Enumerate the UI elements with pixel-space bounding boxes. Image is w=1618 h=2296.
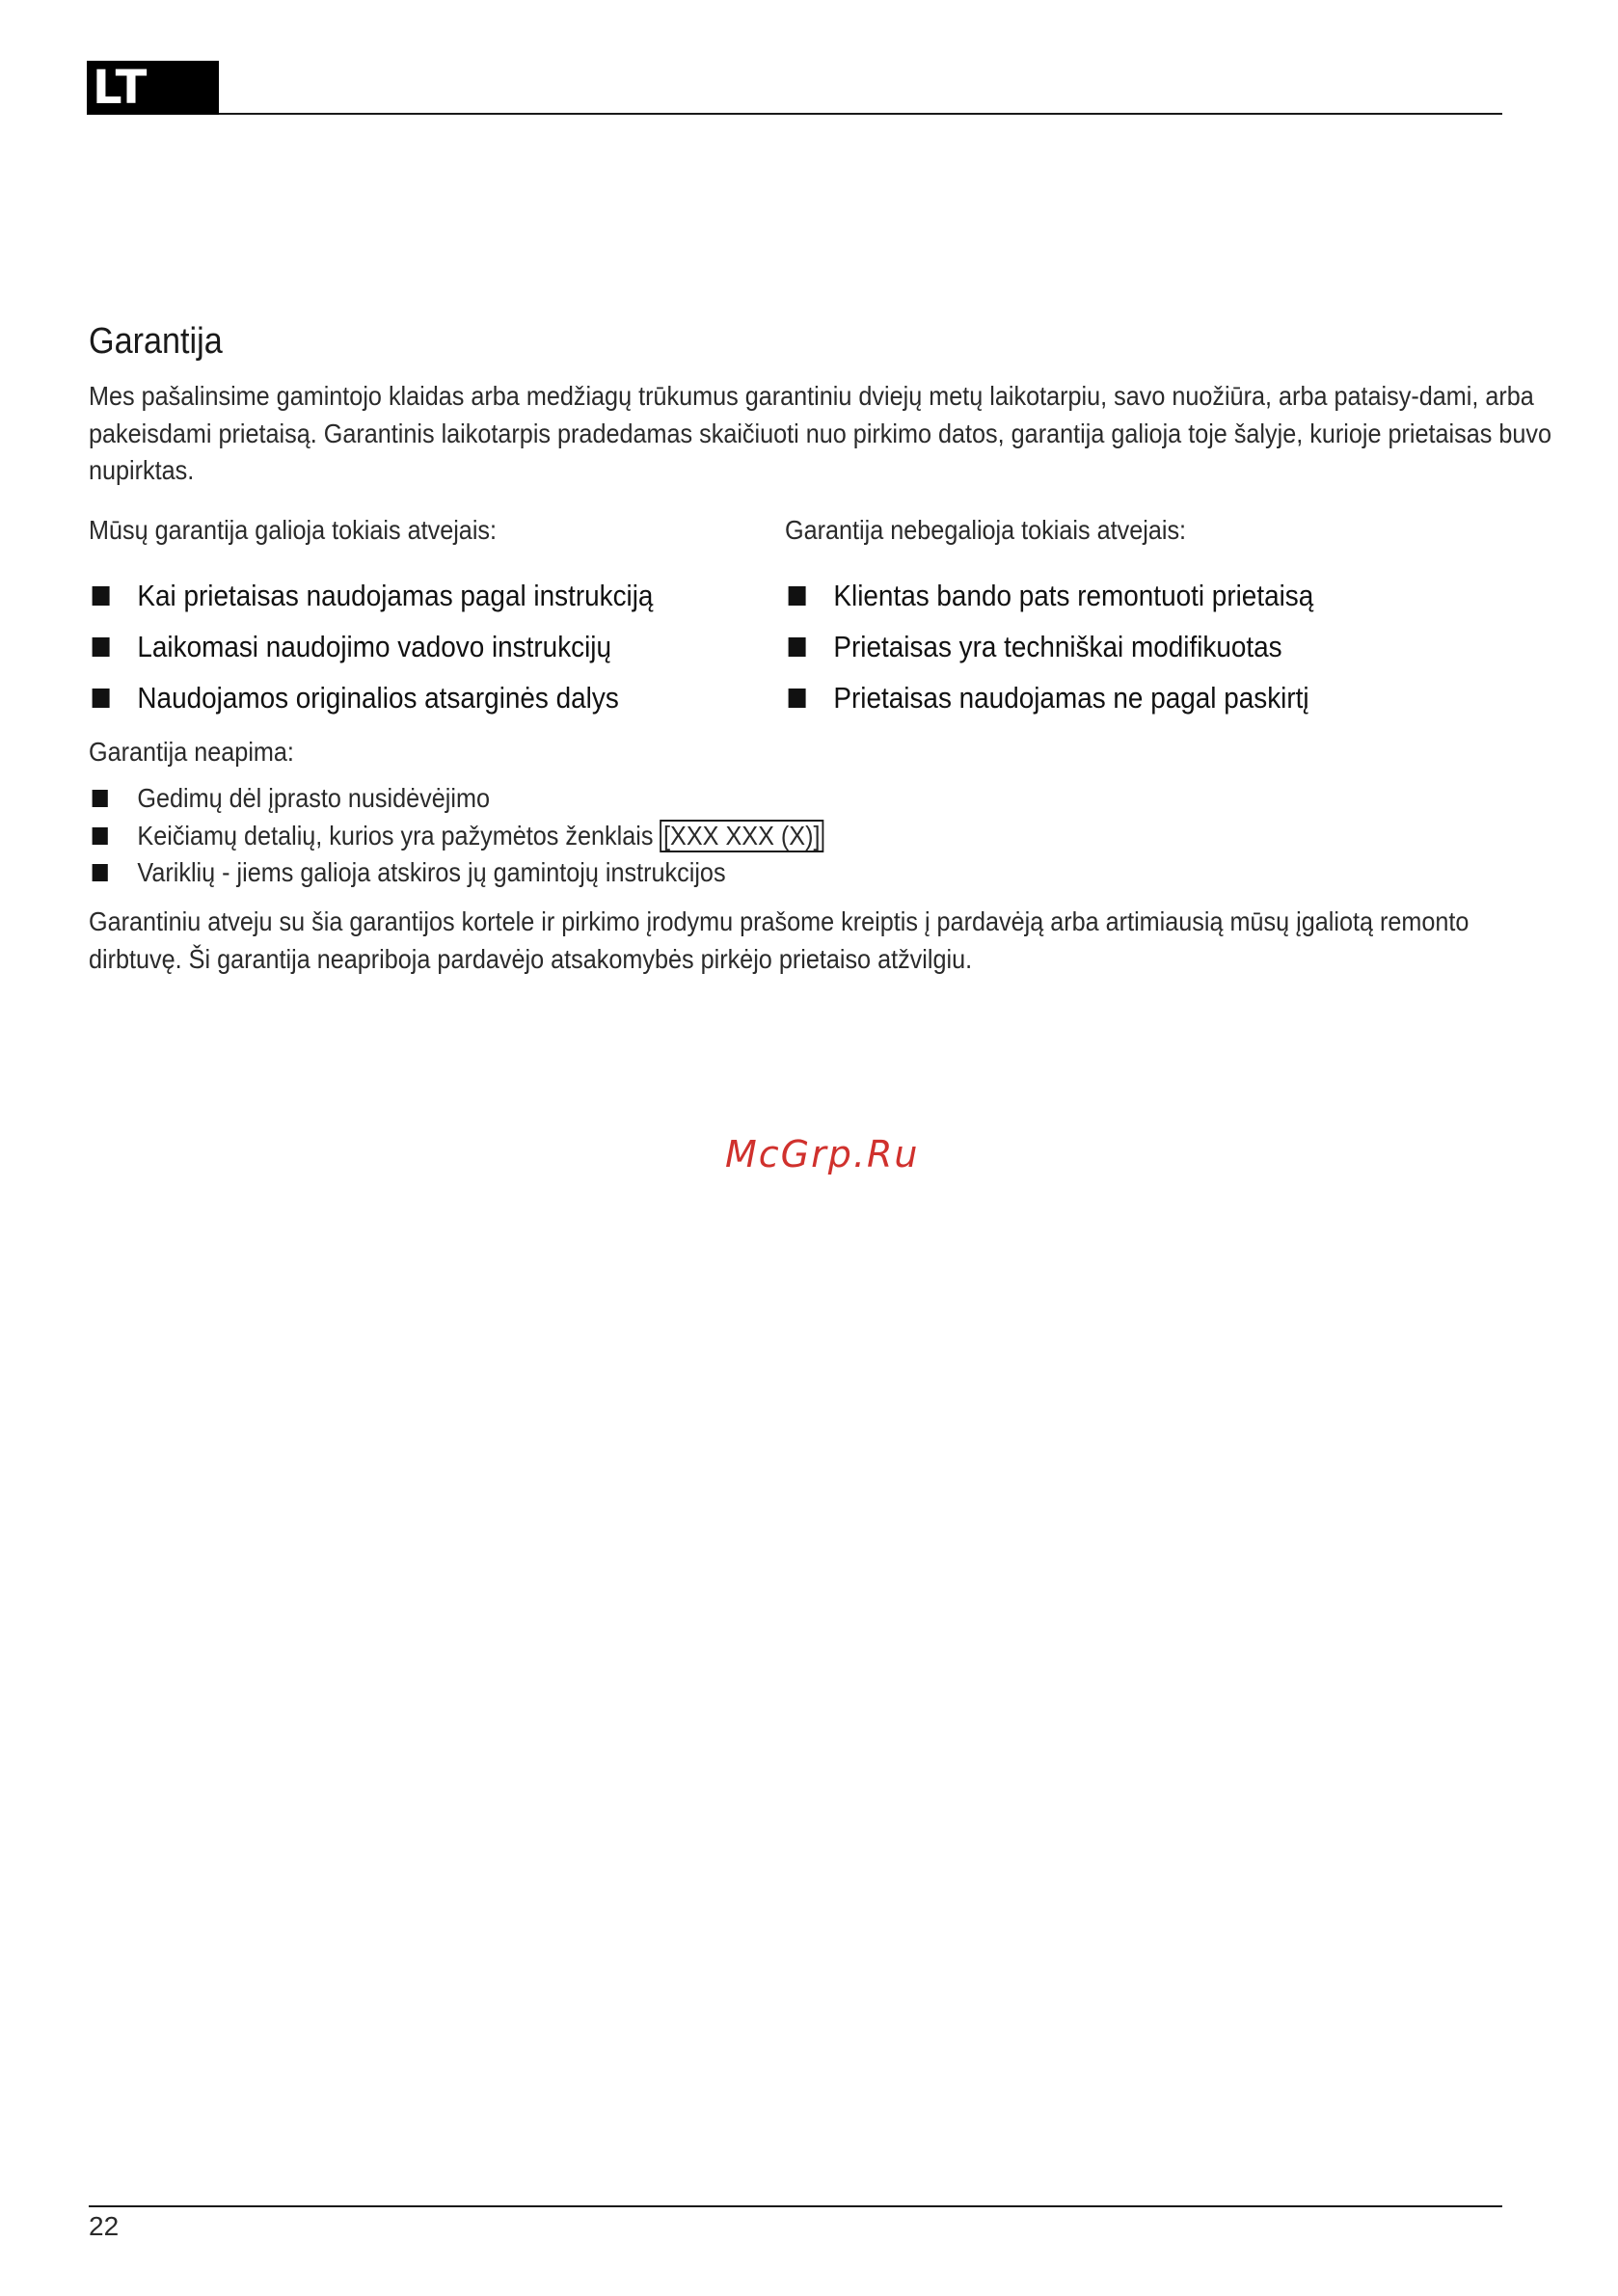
list-item — [89, 570, 800, 621]
list-item-text: Keičiamų detalių, kurios yra pažymėtos ženklais — [137, 820, 654, 851]
part-marking-code: [XXX XXX (X)] — [660, 820, 823, 852]
warranty-excludes-section — [89, 734, 1477, 892]
list-item — [785, 621, 1497, 672]
list-item-text: Gedimų dėl įprasto nusidėvėjimo — [137, 783, 490, 813]
list-item — [785, 672, 1497, 723]
list-item — [785, 570, 1497, 621]
list-item-text: Variklių - jiems galioja atskiros jų gamintojų instrukcijos — [137, 857, 726, 887]
list-item — [89, 621, 800, 672]
square-bullet-icon — [93, 864, 108, 881]
square-bullet-icon — [789, 689, 806, 708]
list-item-text: Prietaisas naudojamas ne pagal paskirtį — [833, 681, 1309, 715]
list-item-text: Prietaisas yra techniškai modifikuotas — [833, 630, 1282, 663]
list-item-text: Kai prietaisas naudojamas pagal instrukciją — [137, 579, 654, 612]
list-item-text: Laikomasi naudojimo vadovo instrukcijų — [137, 630, 612, 663]
warranty-excludes-list — [89, 780, 1477, 892]
warranty-applies-heading: Mūsų garantija galioja tokiais atvejais: — [89, 515, 498, 545]
square-bullet-icon — [93, 689, 110, 708]
warranty-applies-section — [89, 512, 800, 723]
square-bullet-icon — [93, 586, 110, 606]
list-item — [89, 780, 1477, 818]
warranty-applies-list — [89, 570, 800, 723]
page-number: 22 — [89, 2211, 120, 2241]
warranty-void-list — [785, 570, 1497, 723]
watermark-text: McGrp.Ru — [725, 1133, 920, 1175]
language-code: LT — [93, 61, 148, 115]
language-badge — [87, 61, 219, 115]
footer-divider — [89, 2205, 1502, 2207]
intro-paragraph: Mes pašalinsime gamintojo klaidas arba medžiagų trūkumus garantiniu dviejų metų laikotarpiu, savo nuožiūra, arba pataisy-dami, arba pakeisdami prietaisą. Garantinis laikotarpis pradedamas skaičiuoti nuo pirkimo datos, garantija galioja toje šalyje, kurioje prietaisas buvo nupirktas. — [89, 381, 1551, 485]
warranty-void-heading: Garantija nebegalioja tokiais atvejais: — [785, 515, 1187, 545]
warranty-excludes-heading: Garantija neapima: — [89, 737, 294, 767]
closing-paragraph: Garantiniu atveju su šia garantijos kortele ir pirkimo įrodymu prašome kreiptis į pardavėją arba artimiausią mūsų įgaliotą remonto dirbtuvę. Ši garantija neapriboja pardavėjo atsakomybės pirkėjo prietaiso atžvilgiu. — [89, 906, 1470, 974]
square-bullet-icon — [789, 637, 806, 657]
list-item — [89, 818, 1477, 855]
page-title: Garantija — [89, 321, 223, 362]
warranty-void-section — [785, 512, 1497, 723]
square-bullet-icon — [93, 790, 108, 807]
square-bullet-icon — [93, 637, 110, 657]
list-item — [89, 672, 800, 723]
square-bullet-icon — [93, 827, 108, 845]
list-item-text: Naudojamos originalios atsarginės dalys — [137, 681, 619, 715]
header-divider — [219, 113, 1502, 115]
list-item — [89, 854, 1477, 892]
square-bullet-icon — [789, 586, 806, 606]
list-item-text: Klientas bando pats remontuoti prietaisą — [833, 579, 1314, 612]
